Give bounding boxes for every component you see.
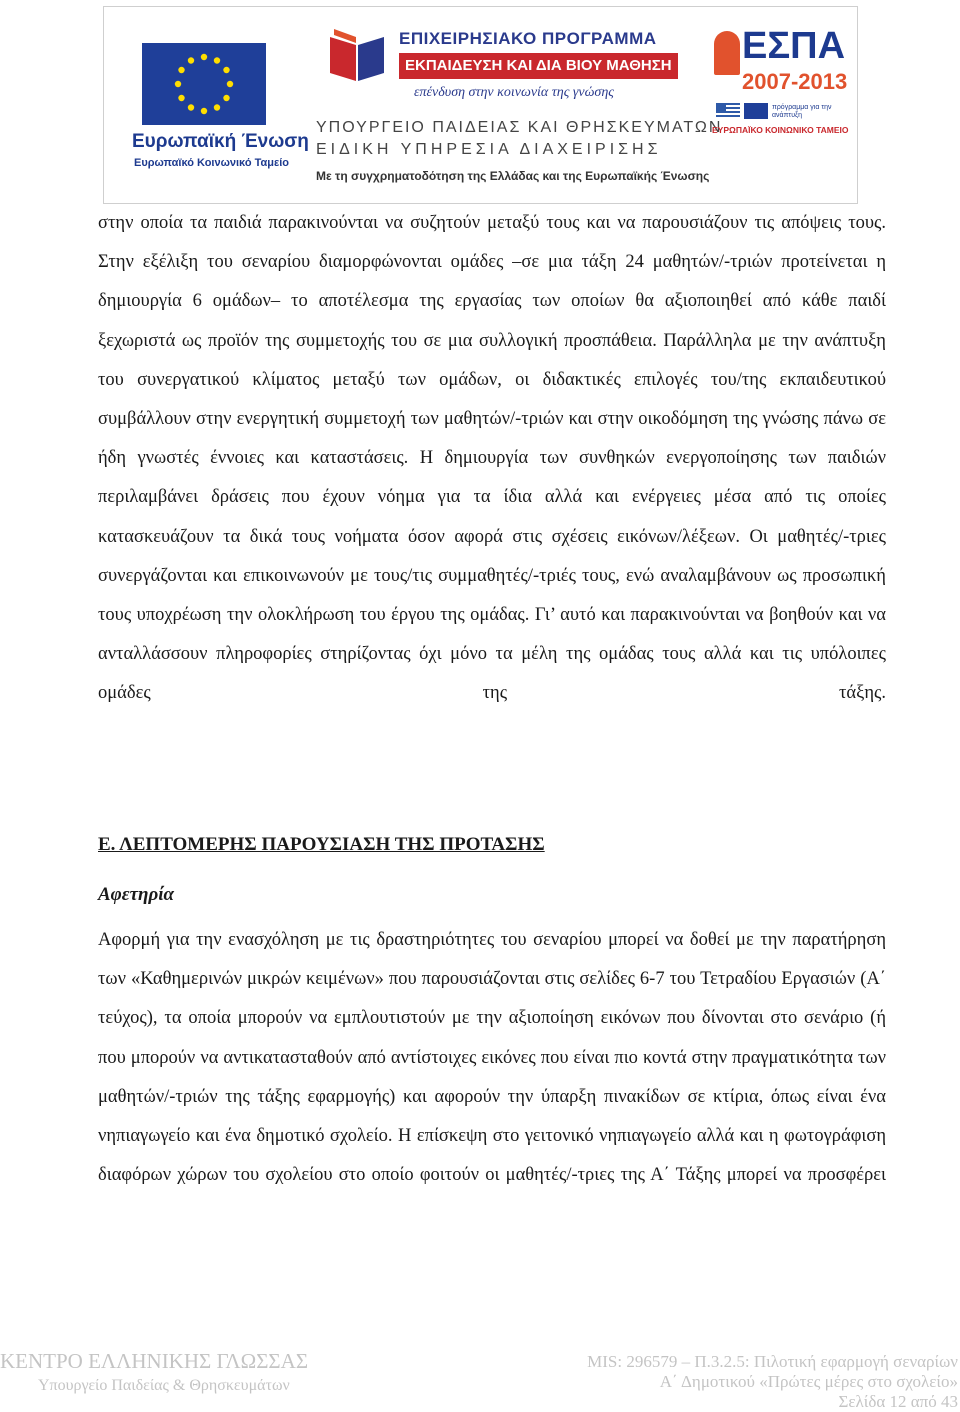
cofunding-note: Με τη συγχρηματοδότηση της Ελλάδας και της Ευρωπαϊκής Ένωσης	[316, 169, 710, 183]
header-banner	[103, 6, 858, 204]
espa-logo-block	[704, 7, 857, 203]
eu-mini-flag-icon	[744, 103, 768, 119]
espa-title: ΕΣΠΑ	[742, 25, 846, 67]
espa-years: 2007-2013	[742, 69, 848, 94]
eu-subtitle: Ευρωπαϊκό Κοινωνικό Ταμείο	[134, 157, 289, 169]
ministry-name: ΥΠΟΥΡΓΕΙΟ ΠΑΙΔΕΙΑΣ ΚΑΙ ΘΡΗΣΚΕΥΜΑΤΩΝ	[316, 119, 723, 136]
eu-flag-icon	[142, 43, 266, 125]
subsection-heading: Αφετηρία	[98, 884, 175, 905]
program-logo-block	[304, 7, 723, 203]
footer-project-info	[587, 1352, 958, 1412]
program-title: ΕΠΙΧΕΙΡΗΣΙΑΚΟ ΠΡΟΓΡΑΜΜΑ	[399, 29, 657, 48]
service-name: ΕΙΔΙΚΗ ΥΠΗΡΕΣΙΑ ΔΙΑΧΕΙΡΙΣΗΣ	[316, 141, 662, 158]
body-section-1	[98, 204, 886, 753]
eu-logo-block	[104, 7, 309, 203]
espa-mini-text: πρόγραμμα για την ανάπτυξη	[772, 104, 832, 119]
espa-flags	[716, 103, 846, 121]
greek-flag-icon	[716, 103, 740, 119]
footer-organization: ΚΕΝΤΡΟ ΕΛΛΗΝΙΚΗΣ ΓΛΩΣΣΑΣ	[0, 1349, 309, 1373]
espa-fund-name: ΕΥΡΩΠΑΪΚΟ ΚΟΙΝΩΝΙΚΟ ΤΑΜΕΙΟ	[712, 125, 849, 135]
body-paragraph: Αφορμή για την ενασχόληση με τις δραστηριότητες του σεναρίου μπορεί να δοθεί με την παρατήρηση των «Καθημερινών μικρών κειμένων» που παρουσιάζονται στις σελίδες 6-7 του Τετραδίου Εργασιών (Α΄ τεύχος), τα οποία μπορούν να εμπλουτιστούν με την αξιοποίηση εικόνων που δίνονται στο σενάριο (ή που μπορούν να αντικατασταθούν από αντίστοιχες εικόνες που είναι πιο κοντά στην πραγματικότητα των μαθητών/-τριών της τάξης εφαρμογής) και αφορούν την ύπαρξη πινακίδων σε κτίρια, όπως είναι ένα νηπιαγωγείο και ένα δημοτικό σχολείο. Η επίσκεψη στο γειτονικό νηπιαγωγείο αλλά και η φωτογράφιση διαφόρων χώρων του σχολείου στο οποίο φοιτούν οι μαθητές/-τριες της Α΄ Τάξης μπορεί να προσφέρει	[98, 930, 886, 1186]
eu-title: Ευρωπαϊκή Ένωση	[132, 131, 309, 152]
footer-page-number: Σελίδα 12 από 43	[838, 1392, 958, 1411]
footer-ministry: Υπουργείο Παιδείας & Θρησκευμάτων	[38, 1377, 290, 1394]
section-heading: Ε. ΛΕΠΤΟΜΕΡΗΣ ΠΑΡΟΥΣΙΑΣΗ ΤΗΣ ΠΡΟΤΑΣΗΣ	[98, 834, 545, 855]
program-subtitle: ΕΚΠΑΙΔΕΥΣΗ ΚΑΙ ΔΙΑ ΒΙΟΥ ΜΑΘΗΣΗ	[399, 53, 678, 79]
footer-project-title: Α΄ Δημοτικού «Πρώτες μέρες στο σχολείο»	[659, 1372, 958, 1391]
espa-mark-icon	[714, 31, 740, 75]
body-paragraph: στην οποία τα παιδιά παρακινούνται να συζητούν μεταξύ τους και να παρουσιάζουν τις απόψεις τους. Στην εξέλιξη του σεναρίου διαμορφώνονται ομάδες –σε μια τάξη 24 μαθητών/-τριών προτείνεται η δημιουργία 6 ομάδων– το αποτέλεσμα της εργασίας των οποίων θα αξιοποιηθεί από κάθε παιδί ξεχωριστά ως προϊόν της συμμετοχής του σε μια συλλογική προσπάθεια. Παράλληλα με την ανάπτυξη του συνεργατικού κλίματος μεταξύ των ομάδων, οι διδακτικές επιλογές του/της εκπαιδευτικού συμβάλλουν στην ενεργητική συμμετοχή των μαθητών/-τριών και στην οικοδόμηση της γνώσης πάνω σε ήδη γνωστές έννοιες και καταστάσεις. Η δημιουργία των συνθηκών ενεργοποίησης των παιδιών περιλαμβάνει δράσεις που έχουν νόημα για τα ίδια αλλά και ενέργειες μέσα από τις οποίες κατασκευάζουν τα δικά τους νοήματα όσον αφορά στις σχέσεις εικόνων/λέξεων. Οι μαθητές/-τριες συνεργάζονται και επικοινωνούν με τους/τις συμμαθητές/-τριές τους, ενώ αναλαμβάνουν ως προσωπική τους υποχρέωση την ολοκλήρωση του έργου της ομάδας. Γι’ αυτό και παρακινούνται να βοηθούν και να ανταλλάσσουν πληροφορίες στηρίζοντας όχι μόνο τα μέλη της ομάδας τους αλλά και τις υπόλοιπες ομάδες της τάξης.	[98, 213, 886, 704]
body-section-2	[98, 921, 886, 1235]
footer-project: MIS: 296579 – Π.3.2.5: Πιλοτική εφαρμογή σεναρίων	[587, 1352, 958, 1371]
program-motto: επένδυση στην κοινωνία της γνώσης	[414, 85, 614, 100]
open-book-icon	[326, 23, 388, 85]
